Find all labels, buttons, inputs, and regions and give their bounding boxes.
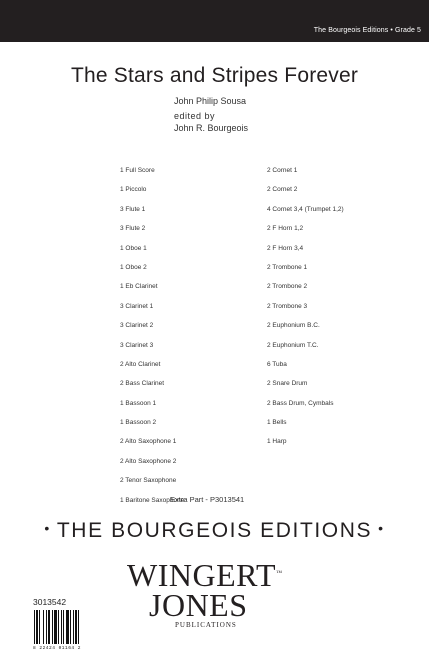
instrument-item: 2 Alto Saxophone 2: [120, 457, 177, 465]
instrument-item: 1 Harp: [267, 438, 287, 446]
instrument-item: 2 F Horn 3,4: [267, 244, 304, 252]
logo-line-jones: JONES: [149, 587, 248, 623]
series-name: THE BOURGEOIS EDITIONS: [56, 519, 373, 542]
instrument-item: 2 Bass Clarinet: [120, 380, 165, 388]
instrument-item: 2 Cornet 2: [267, 186, 298, 194]
instrument-item: 1 Eb Clarinet: [120, 283, 158, 291]
composer-name: John Philip Sousa: [174, 96, 247, 106]
instrument-item: 2 Snare Drum: [267, 380, 308, 388]
publisher-logo: [127, 557, 307, 657]
editor-name: John R. Bourgeois: [174, 123, 249, 133]
instrument-item: 1 Bells: [267, 419, 287, 427]
logo-line-wingert: WINGERT™: [127, 557, 283, 593]
instrument-item: 3 Clarinet 1: [120, 302, 154, 310]
bullet-left: •: [44, 520, 51, 536]
edited-by-label: edited by: [174, 111, 216, 121]
instrument-item: 2 Cornet 1: [267, 167, 298, 174]
instrument-item: 3 Clarinet 3: [120, 341, 154, 349]
instrument-item: 2 F Horn 1,2: [267, 225, 304, 233]
bullet-right: •: [378, 520, 385, 536]
logo-line-publications: PUBLICATIONS: [175, 621, 237, 629]
edition-grade-label: The Bourgeois Editions • Grade 5: [313, 27, 421, 34]
instrument-item: 2 Euphonium T.C.: [267, 341, 319, 349]
barcode-digits: 8 22424 01164 2: [33, 646, 82, 651]
page-title: The Stars and Stripes Forever: [70, 64, 359, 87]
instrument-item: 1 Baritone Saxophone: [120, 496, 185, 504]
catalog-number: 3013542: [33, 597, 67, 607]
instrument-item: 1 Oboe 1: [120, 244, 147, 252]
instrument-item: 2 Euphonium B.C.: [267, 322, 320, 330]
instrument-item: 1 Piccolo: [120, 186, 147, 194]
series-banner: [0, 519, 429, 543]
instrument-item: 3 Flute 1: [120, 205, 146, 213]
instrumentation-list-left: [120, 165, 184, 514]
instrument-item: 2 Alto Saxophone 1: [120, 438, 177, 446]
instrument-item: 1 Oboe 2: [120, 263, 147, 271]
header-bar: [0, 0, 429, 42]
instrument-item: 6 Tuba: [267, 360, 287, 368]
instrument-item: 2 Tenor Saxophone: [120, 477, 177, 485]
instrument-item: 1 Full Score: [120, 167, 155, 174]
instrument-item: 2 Trombone 3: [267, 302, 308, 310]
instrumentation-list-right: [267, 165, 344, 456]
instrument-item: 1 Bassoon 2: [120, 419, 157, 427]
instrument-item: 3 Clarinet 2: [120, 322, 154, 330]
instrument-item: 2 Bass Drum, Cymbals: [267, 399, 334, 407]
instrument-item: 3 Flute 2: [120, 225, 146, 233]
instrument-item: 1 Bassoon 1: [120, 399, 157, 407]
instrument-item: 2 Alto Clarinet: [120, 360, 161, 368]
instrument-item: 2 Trombone 2: [267, 283, 308, 291]
extra-part-label: Extra Part - P3013541: [170, 495, 245, 504]
instrument-item: 2 Trombone 1: [267, 263, 308, 271]
instrument-item: 4 Cornet 3,4 (Trumpet 1,2): [267, 205, 344, 213]
